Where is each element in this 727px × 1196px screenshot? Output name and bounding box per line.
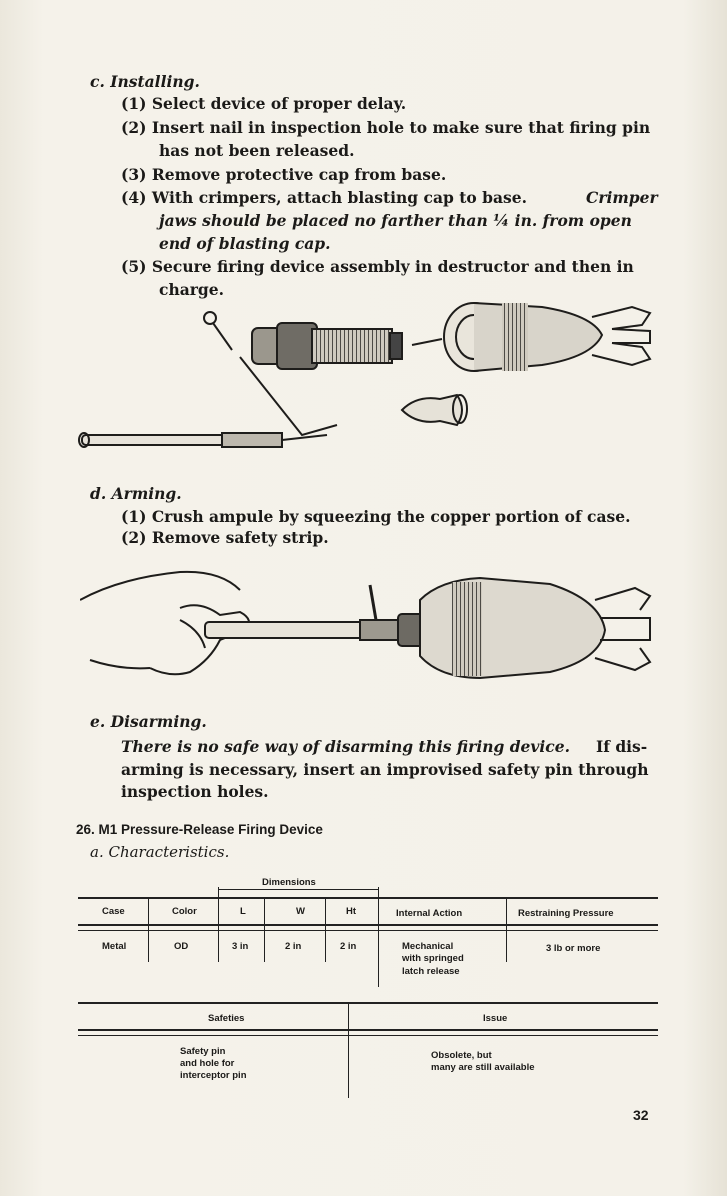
cell-case: Metal [102,941,127,952]
section-title: 26. M1 Pressure-Release Firing Device [76,822,323,837]
safeties-line-3: interceptor pin [180,1070,247,1081]
installing-step-4-caution-end: end of blasting cap. [159,234,331,253]
cell-internal-action-2: with springed [402,953,464,964]
disarming-warning: There is no safe way of disarming this firing device. [121,737,571,756]
cell-internal-action-3: latch release [402,966,460,977]
issue-line-2: many are still available [431,1062,535,1073]
header-restraining-pressure: Restraining Pressure [518,908,614,919]
cell-length: 3 in [232,941,249,952]
header-case: Case [102,906,125,917]
destructor-assembly-illustration [72,295,672,465]
header-color: Color [172,906,197,917]
arming-heading: d. Arming. [90,484,182,503]
header-issue: Issue [483,1013,508,1024]
cell-restraining-pressure: 3 lb or more [546,943,601,954]
cell-color: OD [174,941,189,952]
disarming-line-2: arming is necessary, insert an improvised safety pin through [121,760,649,779]
header-internal-action: Internal Action [396,908,463,919]
cell-internal-action: Mechanical [402,941,454,952]
safeties-line-1: Safety pin [180,1046,226,1057]
installing-step-4-caution: Crimper [586,188,658,207]
header-safeties: Safeties [208,1013,245,1024]
installing-step-4: (4) With crimpers, attach blasting cap to base. [121,188,528,207]
installing-step-5-cont: charge. [159,280,225,299]
page-number: 32 [633,1107,649,1123]
cell-width: 2 in [285,941,302,952]
characteristics-heading: a. Characteristics. [90,843,230,861]
installing-step-5: (5) Secure firing device assembly in destructor and then in [121,257,634,276]
header-length: L [240,906,246,917]
disarming-heading: e. Disarming. [90,712,207,731]
installing-step-1: (1) Select device of proper delay. [121,94,407,113]
arming-step-2: (2) Remove safety strip. [121,528,329,547]
installing-step-4-caution-cont: jaws should be placed no farther than ¼ in. from open [159,211,632,230]
issue-line-1: Obsolete, but [431,1050,492,1061]
installing-step-2-cont: has not been released. [159,141,355,160]
header-height: Ht [346,906,357,917]
cell-height: 2 in [340,941,357,952]
dimensions-group-header: Dimensions [262,877,316,888]
disarming-line-1-end: If dis- [596,737,648,756]
installing-step-2: (2) Insert nail in inspection hole to make sure that firing pin [121,118,651,137]
arming-step-1: (1) Crush ampule by squeezing the copper portion of case. [121,507,631,526]
safeties-line-2: and hole for [180,1058,235,1069]
installing-heading: c. Installing. [90,72,200,91]
arming-hand-illustration [80,560,670,700]
installing-step-3: (3) Remove protective cap from base. [121,165,447,184]
disarming-line-3: inspection holes. [121,782,269,801]
header-width: W [296,906,305,917]
